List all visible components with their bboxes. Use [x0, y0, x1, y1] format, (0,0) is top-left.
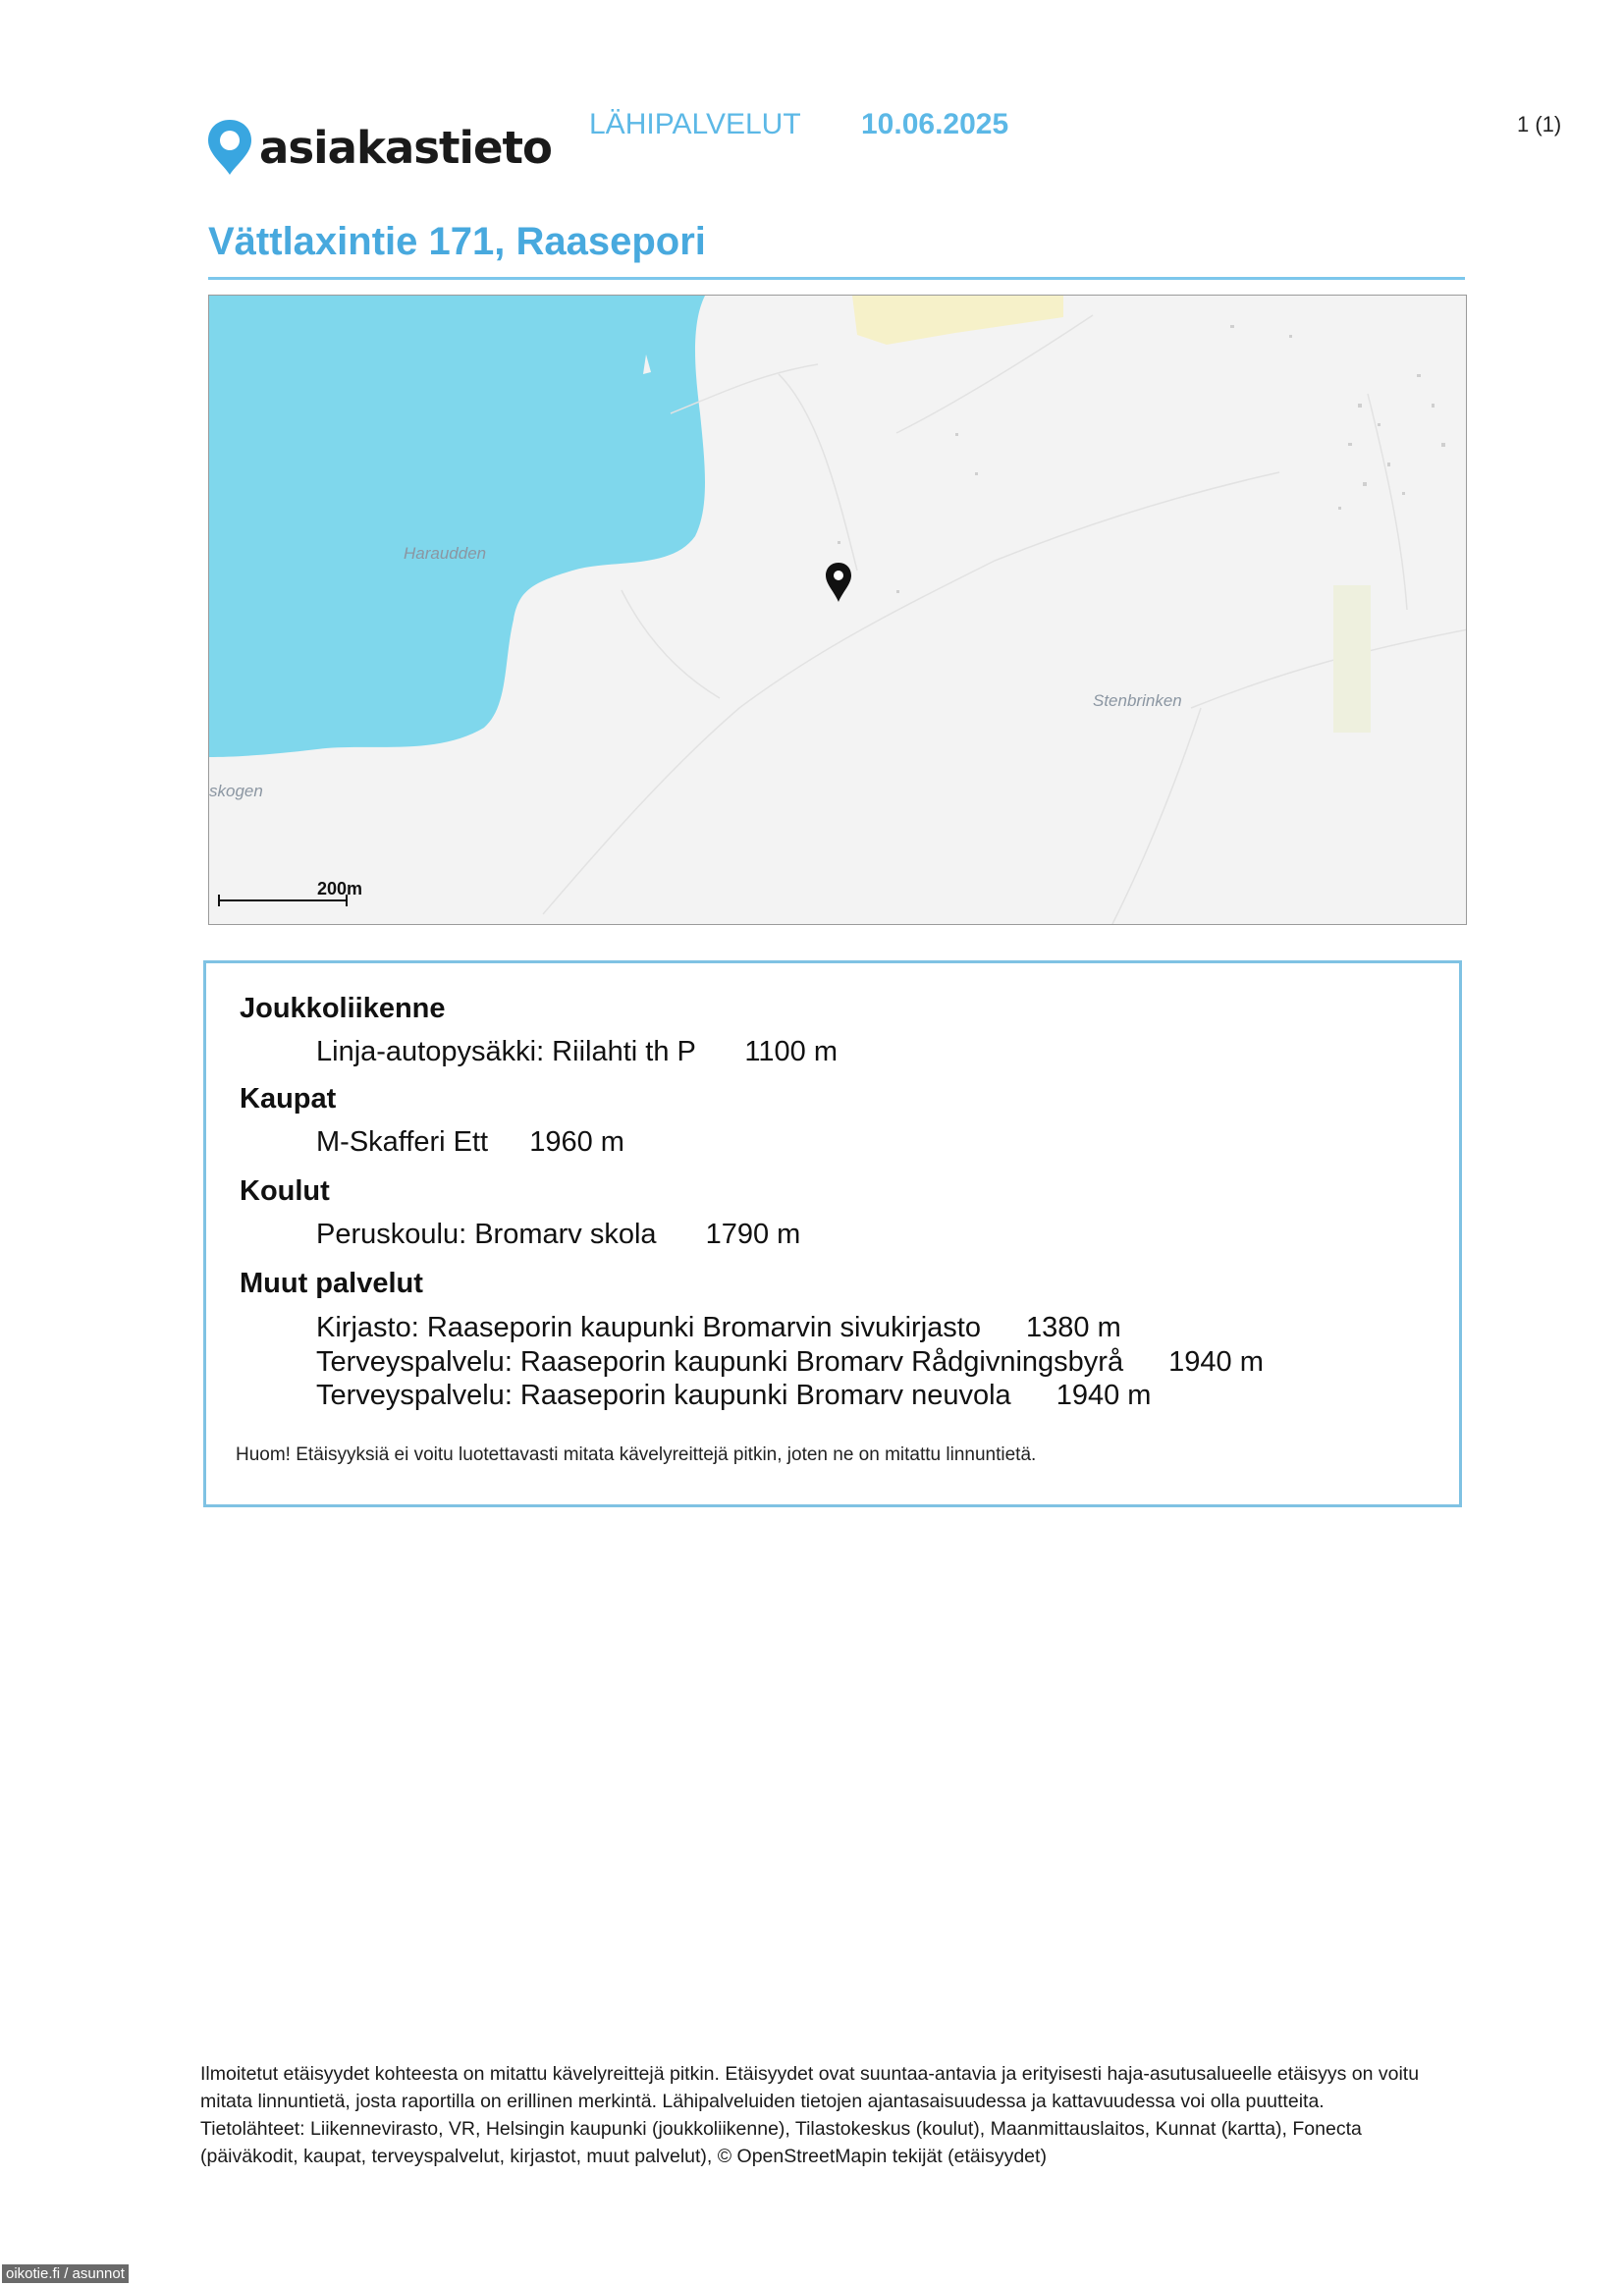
address-divider [208, 277, 1465, 280]
asiakastieto-logo [206, 116, 552, 179]
category-heading: Muut palvelut [240, 1268, 423, 1299]
service-name: Linja-autopysäkki: Riilahti th P [316, 1036, 696, 1067]
report-date: 10.06.2025 [861, 108, 1009, 140]
location-pin-logo-icon [206, 118, 253, 177]
map-scale-label: 200m [317, 879, 363, 898]
map-label-haraudden: Haraudden [404, 544, 487, 563]
address-title: Vättlaxintie 171, Raasepori [208, 220, 706, 263]
services-box [203, 960, 1462, 1507]
service-item [316, 1126, 624, 1159]
category-heading: Koulut [240, 1175, 330, 1207]
map-label-skogen: skogen [209, 782, 263, 800]
report-section-title: LÄHIPALVELUT [589, 108, 801, 140]
logo-text: asiakastieto [259, 121, 552, 174]
service-distance: 1380 m [1026, 1312, 1121, 1343]
service-distance: 1940 m [1168, 1346, 1264, 1378]
service-item [316, 1346, 1264, 1379]
service-distance: 1940 m [1056, 1380, 1152, 1411]
distance-note: Huom! Etäisyyksiä ei voitu luotettavasti mitata kävelyreittejä pitkin, joten ne on mitattu linnuntietä. [236, 1444, 1037, 1465]
service-distance: 1960 m [529, 1126, 624, 1158]
page-number: 1 (1) [1517, 112, 1562, 136]
service-name: Peruskoulu: Bromarv skola [316, 1219, 657, 1250]
map-label-stenbrinken: Stenbrinken [1093, 691, 1182, 710]
watermark: oikotie.fi / asunnot [2, 2264, 129, 2283]
service-name: Terveyspalvelu: Raaseporin kaupunki Bromarv Rådgivningsbyrå [316, 1346, 1124, 1378]
service-item [316, 1036, 838, 1068]
category-heading: Joukkoliikenne [240, 993, 446, 1024]
service-item [316, 1219, 800, 1251]
footer [200, 2060, 1437, 2170]
service-item [316, 1380, 1151, 1412]
service-name: Kirjasto: Raaseporin kaupunki Bromarvin sivukirjasto [316, 1312, 981, 1343]
service-name: M-Skafferi Ett [316, 1126, 489, 1158]
footer-disclaimer: Ilmoitetut etäisyydet kohteesta on mitattu kävelyreittejä pitkin. Etäisyydet ovat suuntaa-antavia ja erityisesti haja-asutusalueelle etäisyys on voitu mitata linnuntietä, josta raportilla on erillinen merkintä. Lähipalveluiden tietojen ajantasaisuudessa ja kattavuudessa voi olla puutteita. [200, 2063, 1420, 2112]
service-item [316, 1312, 1121, 1344]
location-map [208, 295, 1467, 925]
category-heading: Kaupat [240, 1083, 337, 1115]
service-name: Terveyspalvelu: Raaseporin kaupunki Bromarv neuvola [316, 1380, 1011, 1411]
service-distance: 1100 m [744, 1036, 838, 1067]
service-distance: 1790 m [705, 1219, 801, 1250]
footer-sources: Tietolähteet: Liikennevirasto, VR, Helsingin kaupunki (joukkoliikenne), Tilastokeskus (koulut), Maanmittauslaitos, Kunnat (kartta), Fonecta (päiväkodit, kaupat, terveyspalvelut, kirjastot, muut palvelut), © OpenStreetMapin tekijät (etäisyydet) [200, 2118, 1362, 2167]
